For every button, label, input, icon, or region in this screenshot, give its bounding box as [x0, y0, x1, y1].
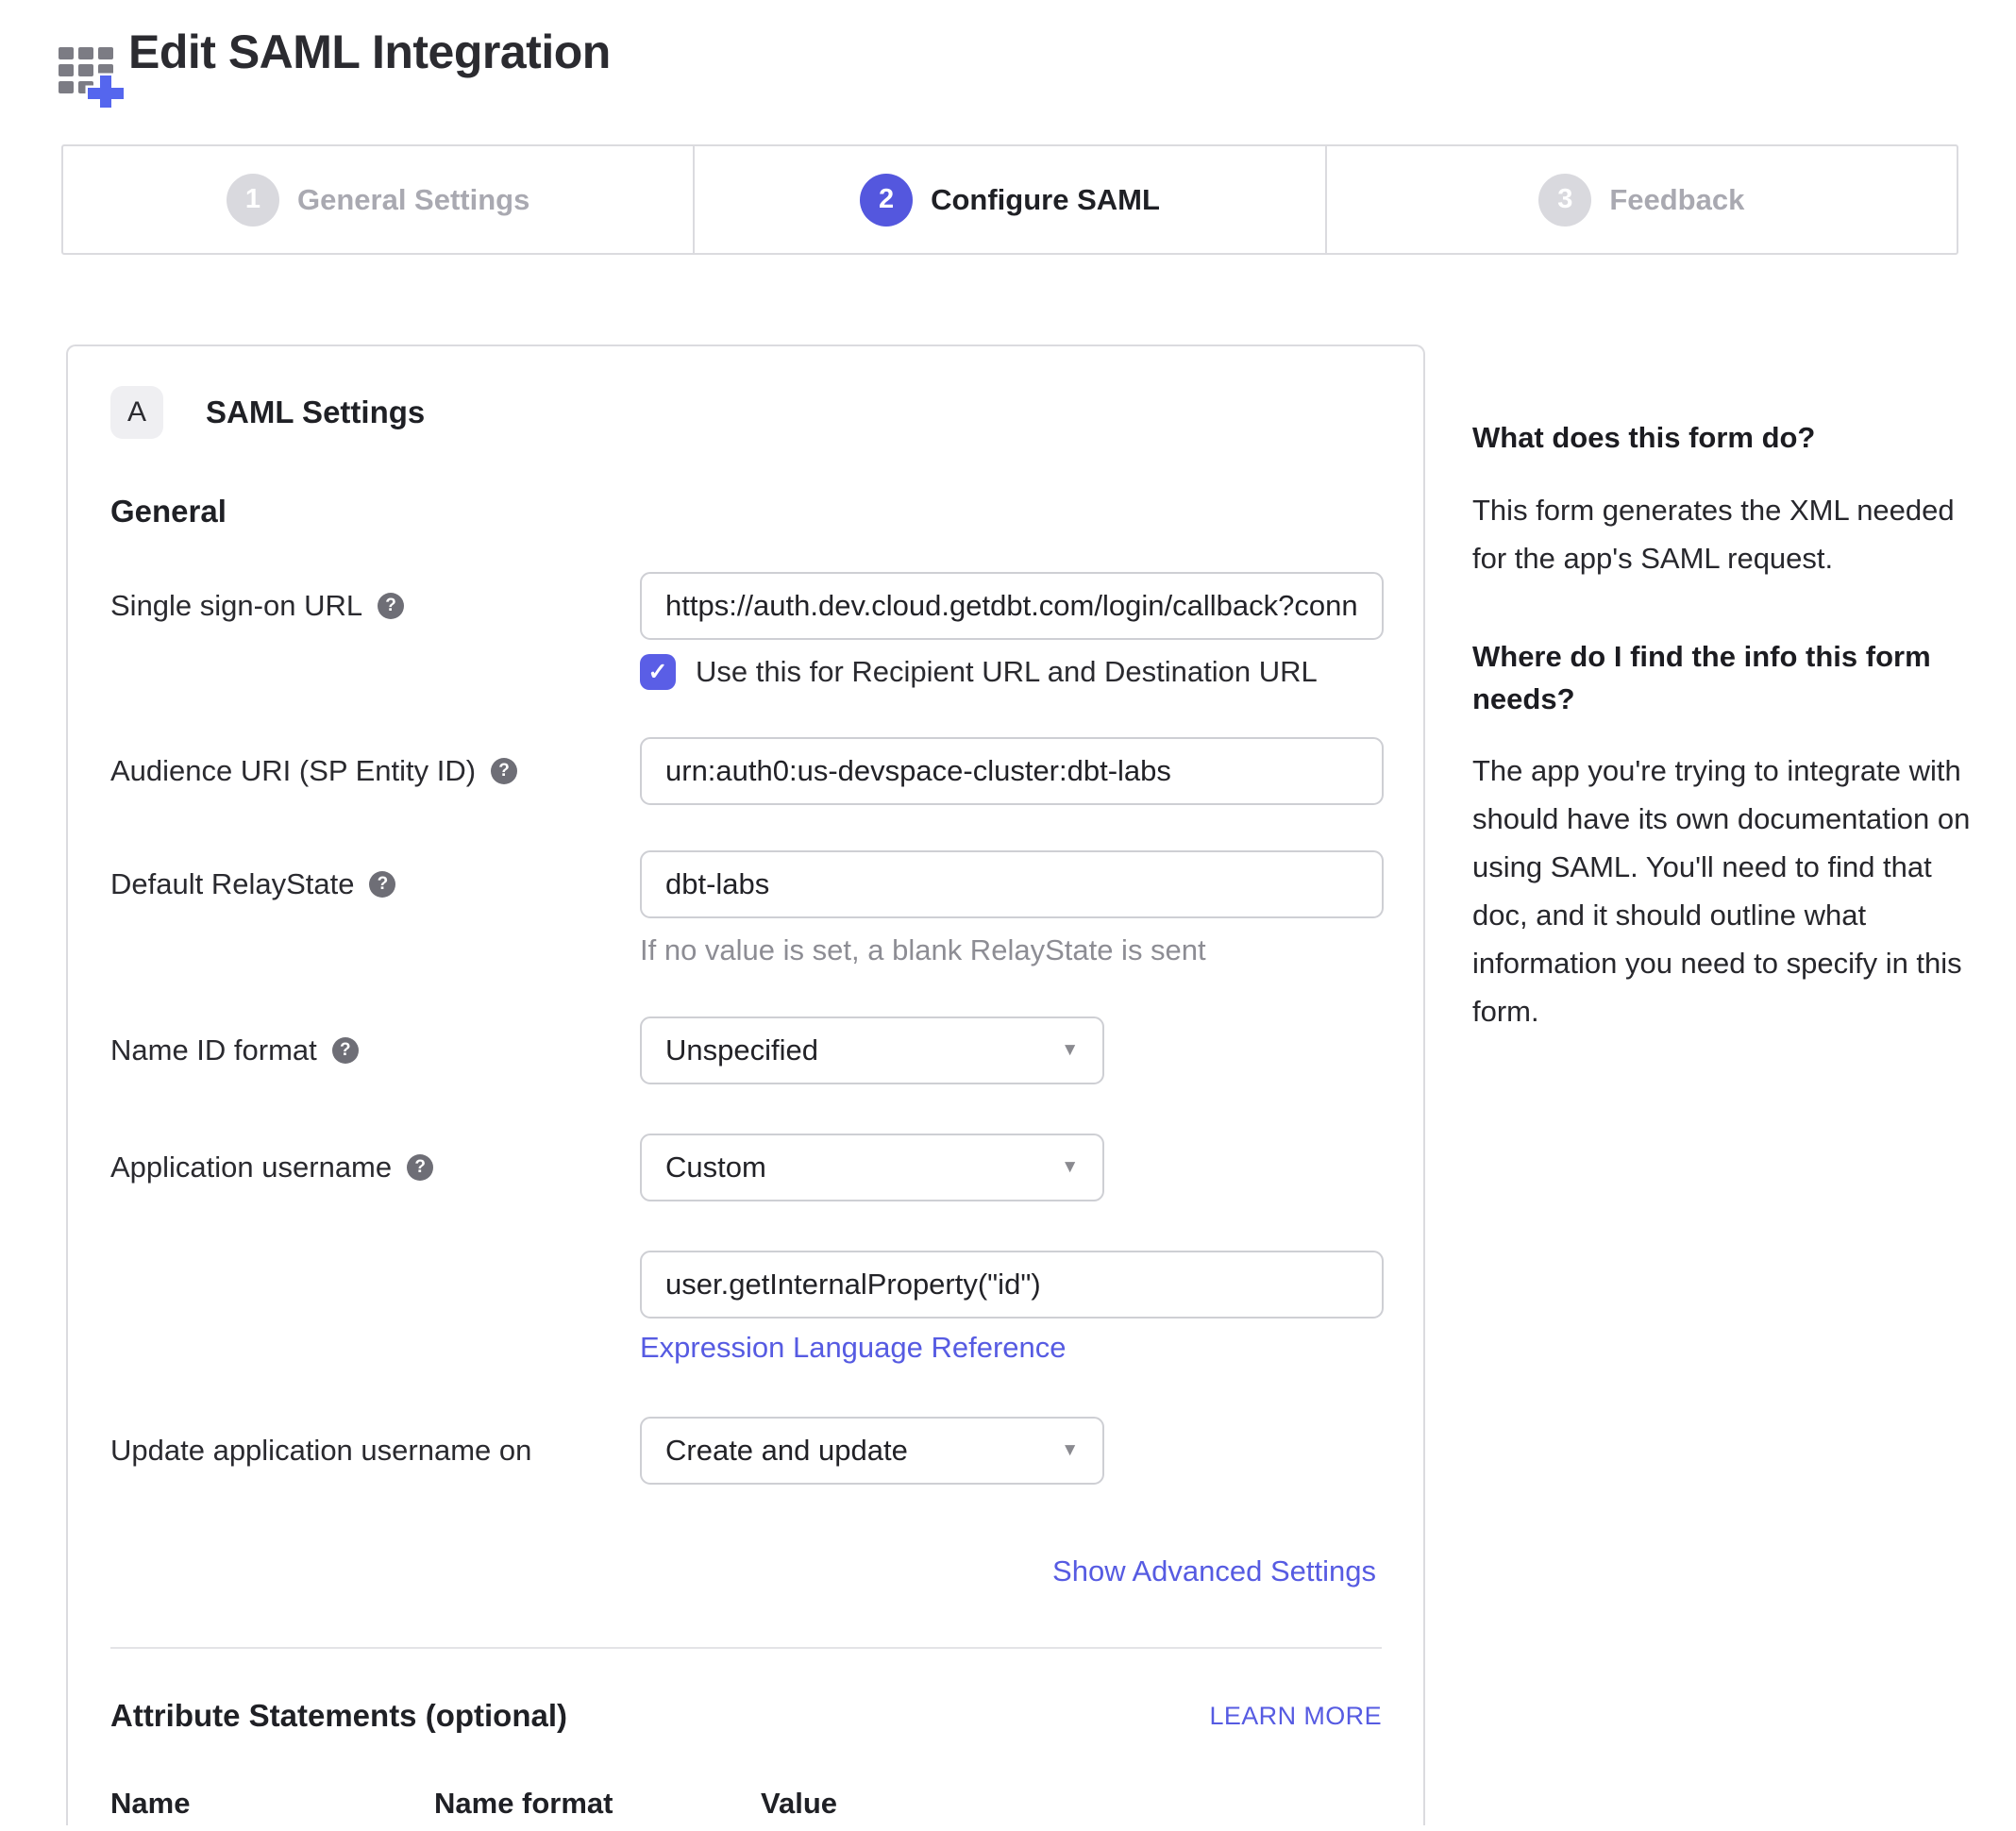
update-app-username-row [110, 1417, 1382, 1485]
chevron-down-icon: ▼ [1061, 1440, 1079, 1460]
custom-expression-input[interactable] [640, 1251, 1384, 1319]
attribute-statements-header [110, 1698, 1382, 1734]
sidebar-question-2: Where do I find the info this form needs? [1472, 639, 1931, 715]
step-number-badge: 2 [860, 174, 913, 227]
help-sidebar [1472, 344, 1973, 1088]
step-wizard [61, 144, 1958, 255]
app-grid-plus-icon [57, 34, 126, 108]
sidebar-question-1: What does this form do? [1472, 421, 1816, 454]
saml-settings-panel [66, 344, 1425, 1825]
sso-url-input[interactable] [640, 572, 1384, 640]
recipient-url-checkbox-label: Use this for Recipient URL and Destination URL [696, 655, 1318, 688]
help-icon[interactable]: ? [378, 593, 404, 619]
content-area [0, 344, 2016, 1825]
update-app-username-select[interactable]: Create and update ▼ [640, 1417, 1104, 1485]
attribute-statements-column-headers [110, 1787, 1382, 1821]
section-divider [110, 1647, 1382, 1649]
show-advanced-settings-link[interactable]: Show Advanced Settings [1052, 1554, 1376, 1587]
name-id-format-label: Name ID format ? [110, 1016, 640, 1067]
page-title: Edit SAML Integration [128, 25, 611, 78]
custom-expression-row [110, 1251, 1382, 1365]
help-icon[interactable]: ? [407, 1154, 433, 1181]
section-a-badge: A [110, 386, 163, 439]
relay-state-label: Default RelayState ? [110, 850, 640, 901]
name-id-format-row [110, 1016, 1382, 1084]
step-number-badge: 3 [1538, 174, 1591, 227]
sidebar-answer-2: The app you're trying to integrate with should have its own documentation on using SAML. You'll need to find that doc, and it should outline what information you need to specify in this form. [1472, 754, 1971, 1028]
help-icon[interactable]: ? [332, 1037, 359, 1064]
sidebar-answer-1: This form generates the XML needed for the app's SAML request. [1472, 493, 1955, 575]
step-label: General Settings [296, 182, 530, 216]
help-icon[interactable]: ? [491, 758, 517, 784]
help-icon[interactable]: ? [369, 871, 395, 898]
step-number-badge: 1 [227, 174, 279, 227]
chevron-down-icon: ▼ [1061, 1157, 1079, 1177]
relay-state-input[interactable] [640, 850, 1384, 918]
sso-url-label: Single sign-on URL ? [110, 572, 640, 623]
step-label: Feedback [1609, 182, 1745, 216]
relay-state-row [110, 850, 1382, 967]
application-username-row [110, 1134, 1382, 1201]
audience-uri-row [110, 737, 1382, 805]
step-feedback[interactable] [1325, 146, 1957, 253]
general-section-title: General [110, 494, 227, 529]
application-username-label: Application username ? [110, 1134, 640, 1184]
relay-state-help-text: If no value is set, a blank RelayState is sent [640, 933, 1206, 966]
step-label: Configure SAML [931, 182, 1160, 216]
application-username-select[interactable]: Custom ▼ [640, 1134, 1104, 1201]
update-app-username-label: Update application username on [110, 1434, 532, 1467]
column-header-name: Name [110, 1787, 191, 1820]
attribute-statements-title: Attribute Statements (optional) [110, 1698, 567, 1733]
step-general-settings[interactable] [63, 146, 693, 253]
name-id-format-select[interactable]: Unspecified ▼ [640, 1016, 1104, 1084]
panel-header [110, 386, 1382, 439]
learn-more-link[interactable]: LEARN MORE [1209, 1701, 1382, 1730]
step-configure-saml[interactable] [693, 146, 1324, 253]
recipient-url-checkbox-row [640, 654, 1384, 690]
audience-uri-label: Audience URI (SP Entity ID) ? [110, 737, 640, 788]
audience-uri-input[interactable] [640, 737, 1384, 805]
column-header-name-format: Name format [434, 1787, 613, 1820]
page-header [57, 25, 2016, 108]
panel-title: SAML Settings [206, 395, 426, 429]
chevron-down-icon: ▼ [1061, 1040, 1079, 1060]
recipient-url-checkbox[interactable]: ✓ [640, 654, 676, 690]
sso-url-row [110, 572, 1382, 690]
column-header-value: Value [761, 1787, 837, 1820]
expression-language-reference-link[interactable]: Expression Language Reference [640, 1331, 1067, 1364]
